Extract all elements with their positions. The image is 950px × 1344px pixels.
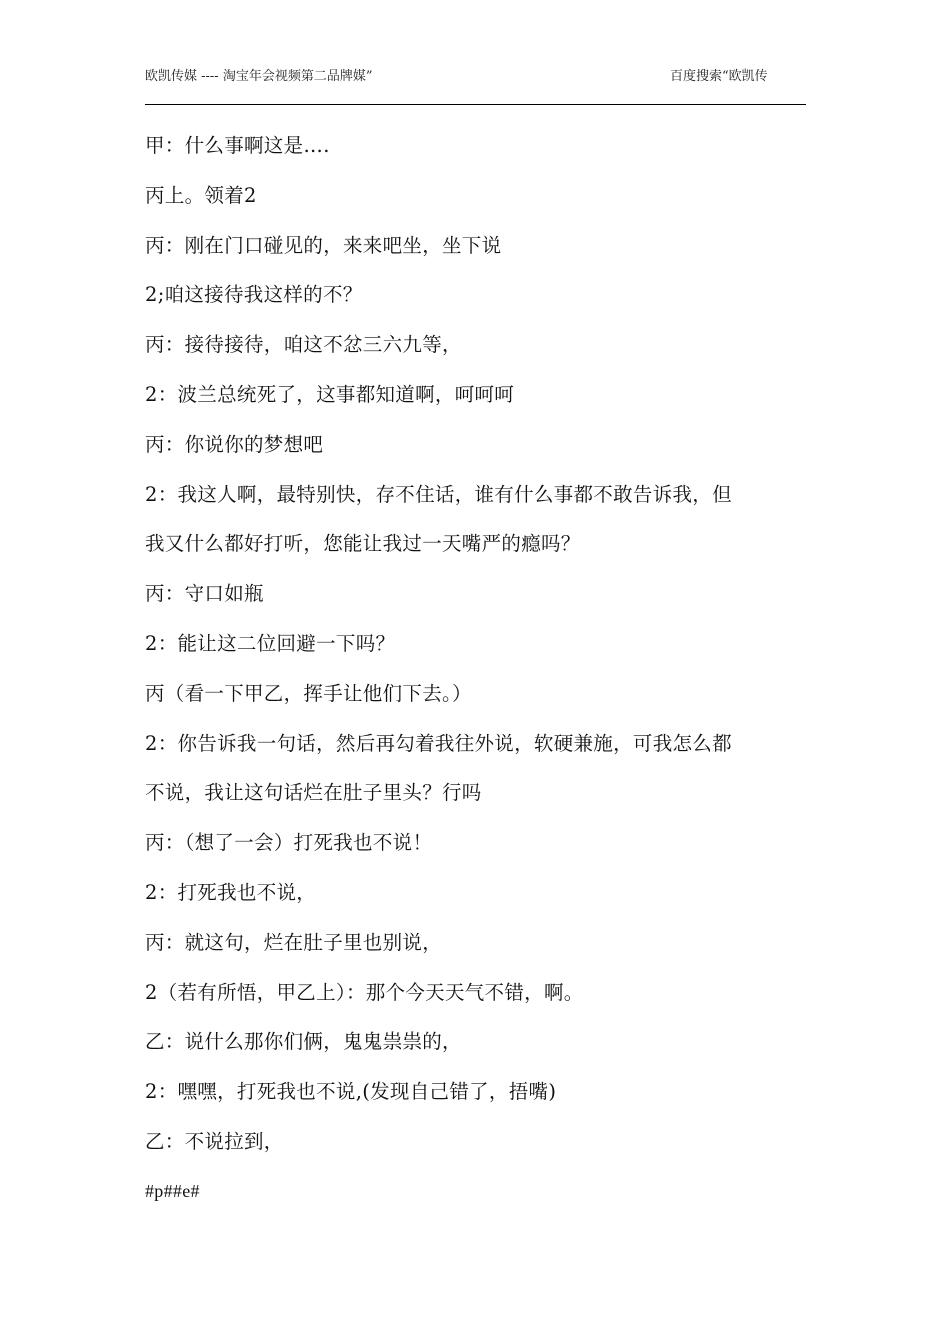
dialogue-line: 我又什么都好打听，您能让我过一天嘴严的瘾吗？ [145,532,581,556]
dialogue-line: 丙：就这句，烂在肚子里也别说， [145,930,443,954]
dialogue-line: 丙：守口如瓶 [145,582,264,606]
page-header [145,68,806,105]
dialogue-line: 2：你告诉我一句话，然后再勾着我往外说，软硬兼施，可我怎么都 [145,731,732,755]
dialogue-line: 2;咱这接待我这样的不？ [145,283,363,307]
dialogue-line: 2：打死我也不说， [145,880,317,904]
dialogue-line: 2：嘿嘿，打死我也不说,(发现自己错了，捂嘴) [145,1080,557,1104]
dialogue-line: 2：我这人啊，最特别快，存不住话，谁有什么事都不敢告诉我，但 [145,482,732,506]
dialogue-line: 乙：说什么那你们俩，鬼鬼祟祟的， [145,1030,462,1054]
dialogue-line: 2（若有所悟，甲乙上）：那个今天天气不错，啊。 [145,980,584,1004]
dialogue-line: 乙：不说拉到， [145,1129,284,1153]
dialogue-line: 丙：接待接待，咱这不忿三六九等， [145,333,462,357]
header-right-text: 百度搜索“欧凯传 [670,69,768,84]
dialogue-line: 2：能让这二位回避一下吗？ [145,631,396,655]
dialogue-line: 丙：（想了一会）打死我也不说！ [145,831,433,855]
dialogue-line: 丙：刚在门口碰见的，来来吧坐，坐下说 [145,233,502,257]
dialogue-line: 不说，我让这句话烂在肚子里头？行吗 [145,781,482,805]
dialogue-line: 丙：你说你的梦想吧 [145,432,324,456]
dialogue-line: 2：波兰总统死了，这事都知道啊，呵呵呵 [145,382,515,406]
dialogue-line: 甲：什么事啊这是…. [145,134,330,157]
page-end-marker: #p##e# [145,1180,200,1201]
dialogue-line: 丙上。领着2 [145,183,257,207]
script-dialogue [145,121,810,1217]
header-left-text: 欧凯传媒 ---- 淘宝年会视频第二品牌媒” [145,69,373,84]
dialogue-line: 丙（看一下甲乙，挥手让他们下去。） [145,681,472,705]
